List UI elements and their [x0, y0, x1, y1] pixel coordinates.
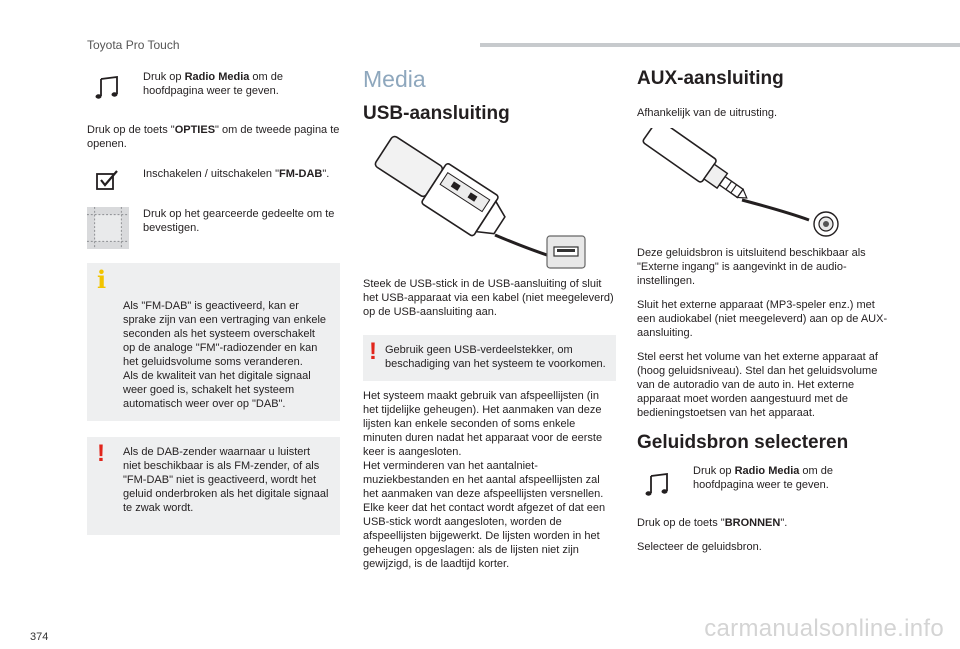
header-title: Toyota Pro Touch [87, 38, 180, 52]
jack-plug-icon [637, 128, 890, 236]
usb-paragraph-1: Steek de USB-stick in de USB-aansluiting of sluit het USB-apparaat via een kabel (niet meegeleverd) op de USB-aansluiting aan. [363, 278, 614, 318]
heading-usb: USB-aansluiting [363, 103, 510, 124]
info-icon: i [97, 265, 107, 294]
usb-illustration [363, 131, 616, 263]
jack-port-icon [812, 210, 840, 238]
step-text: Druk op het gearceerde gedeelte om te bevestigen. [143, 208, 335, 234]
column-middle [363, 60, 616, 571]
aux-paragraph-3: Sluit het externe apparaat (MP3-speler enz.) met een audiokabel (niet meegeleverd) aan op de AUX-aansluiting. [637, 299, 888, 339]
step-opties: Druk op de toets "OPTIES" om de tweede pagina te openen. [87, 124, 340, 150]
step-text: Druk op Radio Media om de hoofdpagina weer te geven. [143, 71, 284, 97]
aux-paragraph-2: Deze geluidsbron is uitsluitend beschikbaar als "Externe ingang" is aangevinkt in de audio-instellingen. [637, 247, 866, 287]
heading-aux: AUX-aansluiting [637, 68, 784, 89]
music-note-icon [87, 67, 129, 109]
step-radio-media-2 [637, 464, 890, 506]
aux-paragraph-1: Afhankelijk van de uitrusting. [637, 107, 778, 119]
column-right [637, 60, 890, 554]
step-select-source: Selecteer de geluidsbron. [637, 541, 762, 553]
usb-warning-note: ! Gebruik geen USB-verdeelstekker, om beschadiging van het systeem te voorkomen. [363, 335, 616, 381]
checkbox-icon [87, 159, 129, 201]
warning-icon: ! [97, 440, 105, 467]
section-title-media: Media [363, 66, 426, 92]
step-text: Inschakelen / uitschakelen "FM-DAB". [143, 168, 330, 180]
aux-paragraph-4: Stel eerst het volume van het externe apparaat af (hoog geluidsniveau). Stel dan het geluidsvolume van de autoradio van de auto in. Het externe apparaat moet worden aangestuurd met de bedieningstoetsen van het apparaat. [637, 351, 878, 419]
column-left [87, 60, 340, 535]
warning-icon: ! [369, 338, 377, 365]
header-bar [480, 43, 960, 47]
step-text: Druk op Radio Media om de hoofdpagina weer te geven. [693, 465, 834, 491]
warning-note: ! Als de DAB-zender waarnaar u luistert niet beschikbaar is als FM-zender, of als "FM-DAB" niet is geactiveerd, wordt het geluid onderbroken als het digitale signaal te zwak wordt. [87, 437, 340, 535]
heading-geluidsbron: Geluidsbron selecteren [637, 432, 849, 453]
info-note: i Als "FM-DAB" is geactiveerd, kan er sprake zijn van een vertraging van enkele seconden als het systeem overschakelt op de analoge "FM"-radiozender en kan het geluidsvolume soms veranderen. Als de kwaliteit van het digitale signaal weer goed is, schakelt het systeem automatisch weer over op "DAB". [87, 263, 340, 421]
step-confirm [87, 207, 340, 249]
watermark: carmanualsonline.info [704, 615, 944, 642]
aux-illustration [637, 128, 890, 236]
hatched-area-icon [87, 207, 129, 249]
usb-port-icon [546, 235, 586, 269]
page-number: 374 [30, 631, 49, 643]
step-bronnen: Druk op de toets "BRONNEN". [637, 517, 788, 529]
step-fm-dab [87, 159, 340, 201]
music-note-icon [637, 464, 679, 506]
usb-paragraph-2: Het systeem maakt gebruik van afspeellijsten (in het tijdelijke geheugen). Het aanmaken van deze lijsten kan enkele seconden of soms enkele minuten duren nadat het apparaat voor de eerste keer is aangesloten. Het verminderen van het aantalniet-muziekbestanden en het aantal afspeellijsten zal het aanmaken van deze afspeellijsten versnellen. Elke keer dat het contact wordt afgezet of dat een USB-stick wordt aangesloten, worden de afspeellijsten bijgewerkt. De lijsten worden in het geheugen opgeslagen: als de lijsten niet zijn gewijzigd, is de laadtijd korter. [363, 390, 606, 570]
step-radio-media [87, 67, 340, 109]
